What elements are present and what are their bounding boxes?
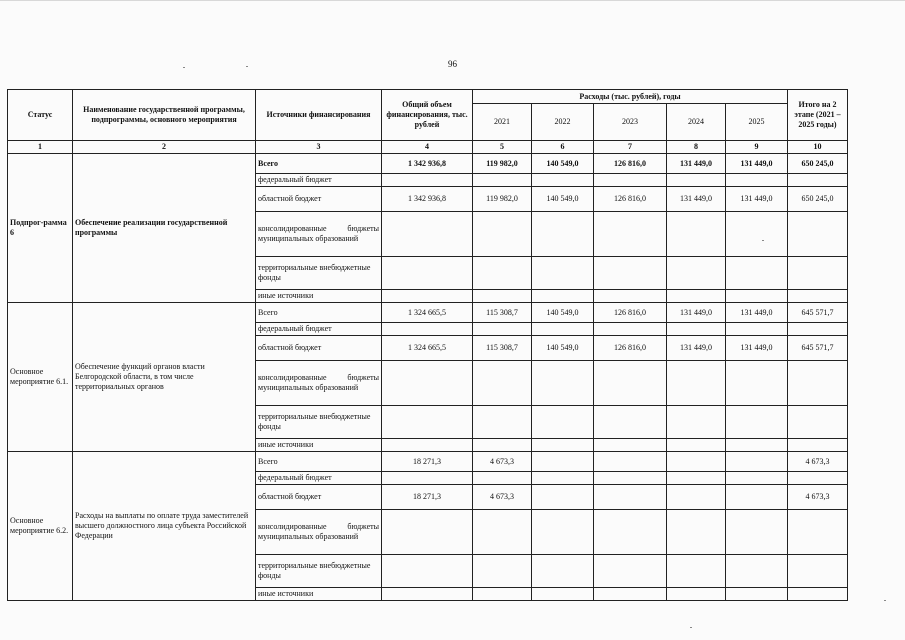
value-cell xyxy=(532,452,594,472)
value-cell xyxy=(382,361,473,406)
row-status: Подпрог-рамма 6 xyxy=(8,154,73,303)
source-label: территориальные внебюджетные фонды xyxy=(256,555,382,588)
value-cell xyxy=(473,323,532,336)
value-cell xyxy=(788,361,848,406)
value-cell xyxy=(667,439,726,452)
value-cell xyxy=(667,212,726,257)
value-cell xyxy=(532,510,594,555)
column-number: 2 xyxy=(73,141,256,154)
value-cell xyxy=(473,406,532,439)
value-cell: 126 816,0 xyxy=(594,187,667,212)
value-cell xyxy=(382,212,473,257)
source-label: консолидированные бюджеты муниципальных образований xyxy=(256,510,382,555)
source-label: иные источники xyxy=(256,439,382,452)
value-cell xyxy=(594,555,667,588)
value-cell xyxy=(382,406,473,439)
value-cell xyxy=(726,588,788,601)
value-cell xyxy=(532,472,594,485)
header-year-2024: 2024 xyxy=(667,104,726,141)
header-name: Наименование государственной программы, подпрограммы, основного мероприятия xyxy=(73,90,256,141)
value-cell xyxy=(788,323,848,336)
value-cell xyxy=(473,555,532,588)
source-label: территориальные внебюджетные фонды xyxy=(256,257,382,290)
header-year-2021: 2021 xyxy=(473,104,532,141)
value-cell xyxy=(788,257,848,290)
column-number: 10 xyxy=(788,141,848,154)
row-program-name: Обеспечение функций органов власти Белгородской области, в том числе территориальных органов xyxy=(73,303,256,452)
value-cell xyxy=(726,257,788,290)
value-cell xyxy=(594,406,667,439)
value-cell xyxy=(788,290,848,303)
value-cell xyxy=(594,452,667,472)
value-cell xyxy=(473,212,532,257)
value-cell xyxy=(726,555,788,588)
value-cell xyxy=(473,439,532,452)
value-cell: 131 449,0 xyxy=(726,154,788,174)
value-cell: 115 308,7 xyxy=(473,336,532,361)
value-cell xyxy=(726,472,788,485)
value-cell: 645 571,7 xyxy=(788,303,848,323)
value-cell xyxy=(473,257,532,290)
column-number: 8 xyxy=(667,141,726,154)
source-label: федеральный бюджет xyxy=(256,323,382,336)
value-cell: 126 816,0 xyxy=(594,336,667,361)
value-cell: 126 816,0 xyxy=(594,303,667,323)
value-cell xyxy=(667,257,726,290)
value-cell xyxy=(532,588,594,601)
column-number: 7 xyxy=(594,141,667,154)
value-cell xyxy=(667,361,726,406)
value-cell: 650 245,0 xyxy=(788,187,848,212)
value-cell xyxy=(788,212,848,257)
value-cell xyxy=(382,588,473,601)
value-cell xyxy=(726,361,788,406)
header-expenses: Расходы (тыс. рублей), годы xyxy=(473,90,788,104)
value-cell: 131 449,0 xyxy=(726,303,788,323)
value-cell xyxy=(594,588,667,601)
value-cell: 131 449,0 xyxy=(667,336,726,361)
value-cell: 131 449,0 xyxy=(667,187,726,212)
value-cell xyxy=(726,510,788,555)
value-cell xyxy=(667,510,726,555)
column-number-row xyxy=(8,141,848,154)
scan-speck xyxy=(690,627,692,628)
value-cell xyxy=(473,361,532,406)
value-cell: 126 816,0 xyxy=(594,154,667,174)
value-cell: 131 449,0 xyxy=(667,154,726,174)
value-cell xyxy=(382,439,473,452)
value-cell xyxy=(788,406,848,439)
value-cell xyxy=(473,472,532,485)
value-cell: 140 549,0 xyxy=(532,154,594,174)
value-cell: 1 342 936,8 xyxy=(382,154,473,174)
value-cell: 115 308,7 xyxy=(473,303,532,323)
value-cell xyxy=(473,174,532,187)
value-cell xyxy=(532,406,594,439)
row-program-name: Расходы на выплаты по оплате труда заместителей высшего должностного лица субъекта Российской Федерации xyxy=(73,452,256,601)
header-year-2025: 2025 xyxy=(726,104,788,141)
header-total: Общий объем финансирования, тыс. рублей xyxy=(382,90,473,141)
value-cell xyxy=(532,323,594,336)
source-label: Всего xyxy=(256,452,382,472)
value-cell: 140 549,0 xyxy=(532,303,594,323)
value-cell xyxy=(594,361,667,406)
column-number: 4 xyxy=(382,141,473,154)
page-number: 96 xyxy=(448,59,457,69)
value-cell xyxy=(726,290,788,303)
value-cell: 140 549,0 xyxy=(532,336,594,361)
value-cell: 4 673,3 xyxy=(473,485,532,510)
value-cell: 131 449,0 xyxy=(726,336,788,361)
value-cell xyxy=(594,174,667,187)
value-cell xyxy=(473,588,532,601)
value-cell xyxy=(594,439,667,452)
value-cell xyxy=(667,588,726,601)
header-year-2022: 2022 xyxy=(532,104,594,141)
source-label: областной бюджет xyxy=(256,187,382,212)
value-cell xyxy=(382,555,473,588)
source-label: Всего xyxy=(256,303,382,323)
value-cell xyxy=(667,555,726,588)
source-label: областной бюджет xyxy=(256,485,382,510)
scan-edge-line xyxy=(0,0,905,1)
value-cell xyxy=(594,485,667,510)
source-label: иные источники xyxy=(256,588,382,601)
table-row xyxy=(8,452,848,472)
value-cell xyxy=(726,174,788,187)
source-label: иные источники xyxy=(256,290,382,303)
value-cell xyxy=(532,555,594,588)
value-cell xyxy=(594,290,667,303)
source-label: консолидированные бюджеты муниципальных образований xyxy=(256,361,382,406)
value-cell xyxy=(788,588,848,601)
value-cell: 1 324 665,5 xyxy=(382,336,473,361)
scan-speck xyxy=(884,600,886,601)
value-cell xyxy=(382,174,473,187)
source-label: федеральный бюджет xyxy=(256,174,382,187)
value-cell xyxy=(594,472,667,485)
value-cell: 131 449,0 xyxy=(726,187,788,212)
column-number: 5 xyxy=(473,141,532,154)
row-status: Основное мероприятие 6.2. xyxy=(8,452,73,601)
value-cell: 131 449,0 xyxy=(667,303,726,323)
value-cell xyxy=(382,510,473,555)
value-cell: 140 549,0 xyxy=(532,187,594,212)
value-cell xyxy=(726,439,788,452)
value-cell xyxy=(594,257,667,290)
value-cell xyxy=(788,174,848,187)
source-label: федеральный бюджет xyxy=(256,472,382,485)
value-cell xyxy=(667,174,726,187)
source-label: консолидированные бюджеты муниципальных образований xyxy=(256,212,382,257)
value-cell xyxy=(532,439,594,452)
value-cell xyxy=(788,472,848,485)
column-number: 6 xyxy=(532,141,594,154)
header-year-2023: 2023 xyxy=(594,104,667,141)
column-number: 1 xyxy=(8,141,73,154)
value-cell xyxy=(726,406,788,439)
row-status: Основное мероприятие 6.1. xyxy=(8,303,73,452)
value-cell: 650 245,0 xyxy=(788,154,848,174)
value-cell: 4 673,3 xyxy=(788,452,848,472)
value-cell: 119 982,0 xyxy=(473,187,532,212)
value-cell xyxy=(667,406,726,439)
value-cell xyxy=(667,323,726,336)
source-label: Всего xyxy=(256,154,382,174)
value-cell: 18 271,3 xyxy=(382,485,473,510)
value-cell xyxy=(788,439,848,452)
header-sources: Источники финансирования xyxy=(256,90,382,141)
value-cell xyxy=(532,290,594,303)
value-cell: 119 982,0 xyxy=(473,154,532,174)
column-number: 3 xyxy=(256,141,382,154)
source-label: областной бюджет xyxy=(256,336,382,361)
value-cell xyxy=(667,485,726,510)
source-label: территориальные внебюджетные фонды xyxy=(256,406,382,439)
value-cell xyxy=(726,452,788,472)
value-cell xyxy=(382,323,473,336)
value-cell: 18 271,3 xyxy=(382,452,473,472)
value-cell xyxy=(473,510,532,555)
value-cell xyxy=(532,485,594,510)
column-number: 9 xyxy=(726,141,788,154)
value-cell xyxy=(788,510,848,555)
value-cell: 1 324 665,5 xyxy=(382,303,473,323)
value-cell xyxy=(726,323,788,336)
value-cell xyxy=(532,257,594,290)
value-cell xyxy=(726,485,788,510)
value-cell xyxy=(667,452,726,472)
header-stage-total: Итого на 2 этапе (2021 – 2025 годы) xyxy=(788,90,848,141)
value-cell xyxy=(473,290,532,303)
value-cell xyxy=(382,290,473,303)
table-row xyxy=(8,303,848,323)
financing-table xyxy=(7,89,848,601)
row-program-name: Обеспечение реализации государственной программы xyxy=(73,154,256,303)
table-body xyxy=(8,154,848,601)
value-cell xyxy=(532,174,594,187)
value-cell xyxy=(382,257,473,290)
value-cell xyxy=(726,212,788,257)
value-cell xyxy=(594,212,667,257)
value-cell xyxy=(532,361,594,406)
value-cell: 4 673,3 xyxy=(473,452,532,472)
value-cell xyxy=(788,555,848,588)
value-cell xyxy=(667,472,726,485)
value-cell: 4 673,3 xyxy=(788,485,848,510)
value-cell xyxy=(667,290,726,303)
value-cell xyxy=(594,510,667,555)
value-cell xyxy=(382,472,473,485)
value-cell xyxy=(532,212,594,257)
value-cell xyxy=(594,323,667,336)
value-cell: 645 571,7 xyxy=(788,336,848,361)
value-cell: 1 342 936,8 xyxy=(382,187,473,212)
header-status: Статус xyxy=(8,90,73,141)
table-row xyxy=(8,154,848,174)
